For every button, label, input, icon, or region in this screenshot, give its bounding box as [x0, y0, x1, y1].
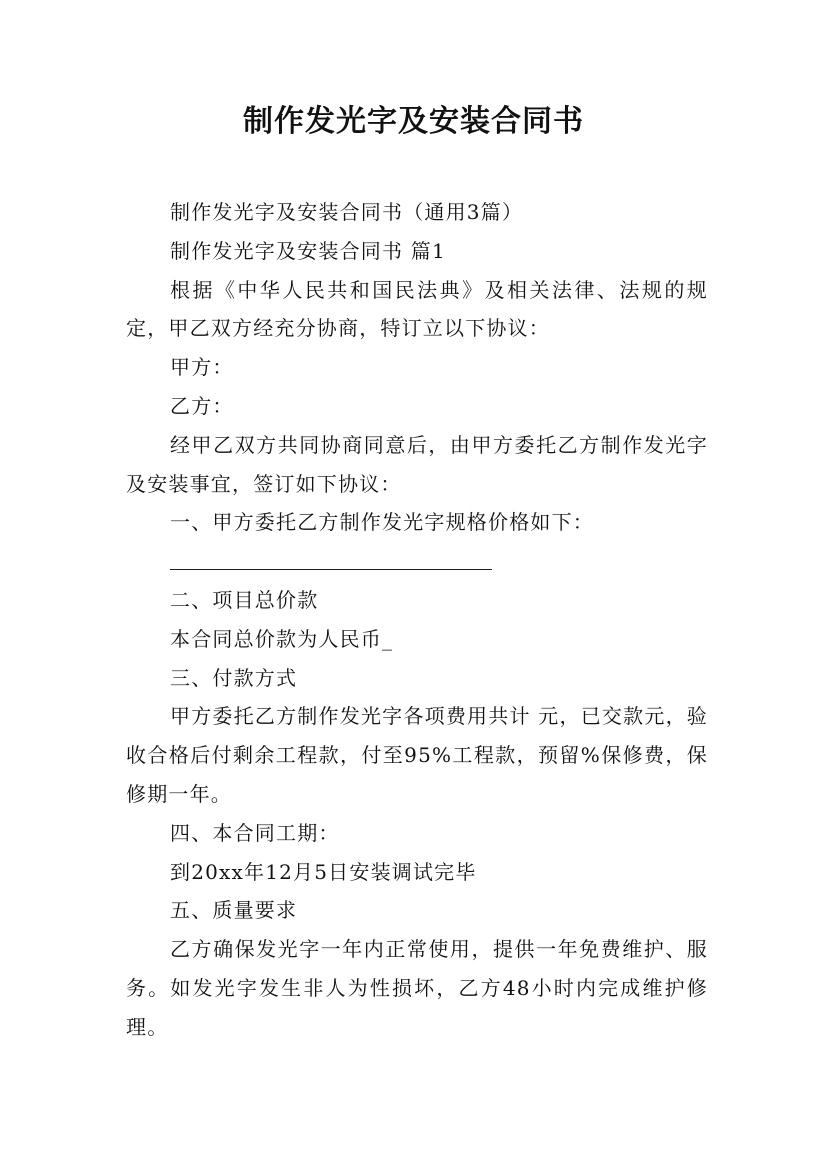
agreement-paragraph: 经甲乙双方共同协商同意后，由甲方委托乙方制作发光字及安装事宜，签订如下协议：	[126, 432, 708, 496]
party-b-line: 乙方：	[170, 393, 234, 418]
document-body	[126, 193, 708, 1047]
intro-paragraph: 根据《中华人民共和国民法典》及相关法律、法规的规定，甲乙双方经充分协商，特订立以下协议：	[126, 277, 708, 341]
party-a-line: 甲方：	[170, 355, 234, 380]
blank-underline	[170, 569, 492, 570]
clause-1-heading: 一、甲方委托乙方制作发光字规格价格如下：	[170, 510, 594, 535]
quality-paragraph: 乙方确保发光字一年内正常使用，提供一年免费维护、服务。如发光字发生非人为性损坏，乙方48小时内完成维护修理。	[126, 937, 708, 1039]
fill-in-blank-line	[170, 542, 708, 581]
deadline-line: 到20xx年12月5日安装调试完毕	[170, 859, 477, 884]
subtitle-paragraph: 制作发光字及安装合同书（通用3篇）	[170, 200, 524, 224]
clause-3-heading: 三、付款方式	[170, 665, 298, 690]
payment-paragraph: 甲方委托乙方制作发光字各项费用共计 元，已交款元，验收合格后付剩余工程款，付至95%工程款，预留%保修费，保修期一年。	[126, 704, 708, 806]
clause-5-heading: 五、质量要求	[170, 898, 298, 923]
document-title: 制作发光字及安装合同书	[243, 104, 584, 139]
clause-4-heading: 四、本合同工期：	[170, 820, 340, 845]
section-heading: 制作发光字及安装合同书 篇1	[170, 238, 446, 263]
total-price-line: 本合同总价款为人民币_	[170, 626, 394, 651]
clause-2-heading: 二、项目总价款	[170, 587, 319, 612]
